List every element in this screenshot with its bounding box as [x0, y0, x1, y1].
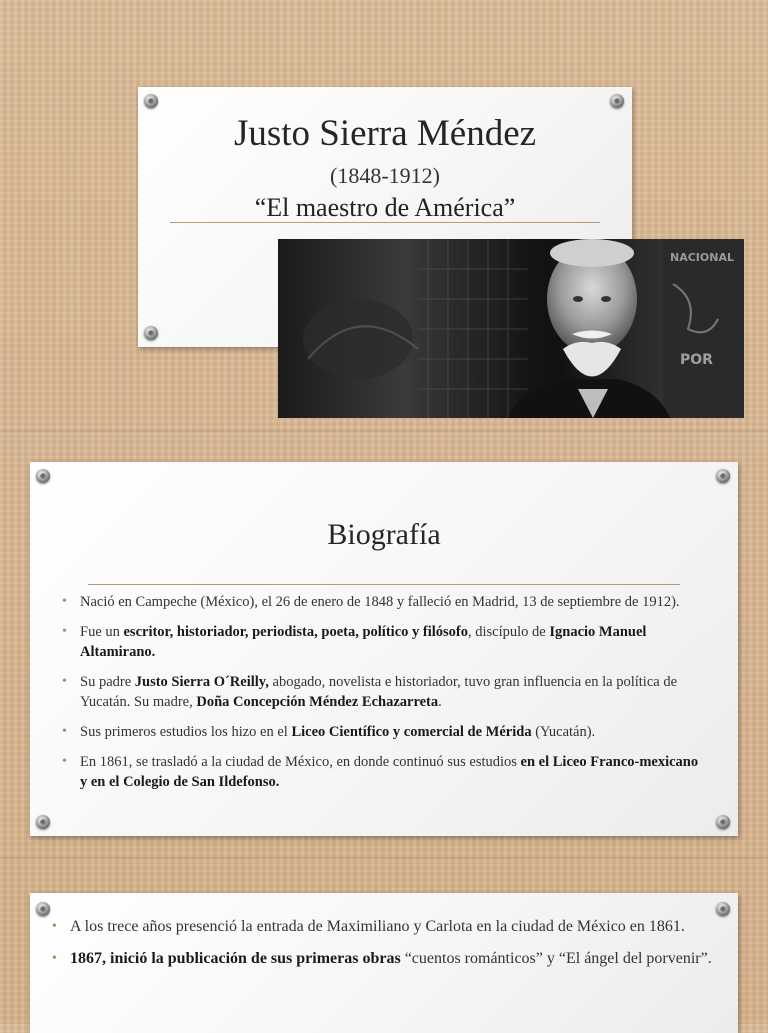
biography-list: [62, 592, 702, 802]
pin-icon: [716, 902, 730, 916]
text: (Yucatán).: [531, 724, 596, 740]
portrait-image: [278, 239, 744, 418]
bullet-icon: •: [62, 724, 67, 739]
text: Nació en Campeche (México), el 26 de enero de 1848 y falleció en Madrid, 13 de septiembre de 1912).: [80, 594, 680, 610]
title-divider: [170, 222, 600, 223]
list-item: [62, 592, 702, 612]
list-item: [52, 948, 718, 970]
list-item: [62, 622, 702, 662]
slide-separator: [0, 857, 768, 862]
list-item: [62, 722, 702, 742]
bold-text: Justo Sierra O´Reilly,: [134, 674, 269, 690]
bullet-icon: •: [52, 951, 57, 966]
text: Su padre: [80, 674, 135, 690]
bold-text: Doña Concepción Méndez Echazarreta: [196, 694, 439, 710]
pin-icon: [36, 815, 50, 829]
bold-text: Ignacio Manuel Altamirano.: [80, 624, 647, 660]
pin-icon: [716, 469, 730, 483]
slide-subtitle-quote: “El maestro de América”: [254, 193, 516, 222]
portrait-photo: [278, 239, 744, 418]
text: , discípulo de: [468, 624, 550, 640]
text: Sus primeros estudios los hizo en el: [80, 724, 292, 740]
bullet-icon: •: [62, 754, 67, 769]
list-item: [62, 672, 702, 712]
pin-icon: [144, 94, 158, 108]
list-item: [62, 752, 702, 792]
pin-icon: [144, 326, 158, 340]
pin-icon: [36, 902, 50, 916]
text: A los trece años presenció la entrada de Maximiliano y Carlota en la ciudad de México en 1861.: [70, 918, 685, 935]
pin-icon: [610, 94, 624, 108]
photo-sign-bottom: POR: [680, 352, 713, 368]
bullet-icon: •: [52, 919, 57, 934]
text: “cuentos románticos” y “El ángel del porvenir”.: [400, 950, 712, 967]
text: abogado, novelista e historiador, tuvo gran influencia en la política de Yucatán. Su madre,: [80, 674, 678, 710]
bold-text: Liceo Científico y comercial de Mérida: [291, 724, 532, 740]
bold-text: escritor, historiador, periodista, poeta, político y filósofo: [123, 624, 468, 640]
text: .: [438, 694, 442, 710]
bold-text: en el Liceo Franco-mexicano y en el Colegio de San Ildefonso.: [80, 754, 699, 790]
list-item: [52, 916, 718, 938]
slide-years: (1848-1912): [330, 163, 440, 188]
bold-text: 1867, inició la publicación de sus primeras obras: [70, 950, 401, 967]
bullet-icon: •: [62, 674, 67, 689]
bullet-icon: •: [62, 624, 67, 639]
heading-divider: [88, 584, 680, 585]
pin-icon: [36, 469, 50, 483]
text: Fue un: [80, 624, 124, 640]
events-list: [52, 916, 718, 980]
slide-separator: [0, 430, 768, 435]
text: En 1861, se trasladó a la ciudad de México, en donde continuó sus estudios: [80, 754, 521, 770]
photo-sign-top: NACIONAL: [670, 251, 734, 264]
pin-icon: [716, 815, 730, 829]
bullet-icon: •: [62, 594, 67, 609]
slide-title: Justo Sierra Méndez: [233, 113, 537, 154]
biography-heading: Biografía: [327, 518, 441, 551]
